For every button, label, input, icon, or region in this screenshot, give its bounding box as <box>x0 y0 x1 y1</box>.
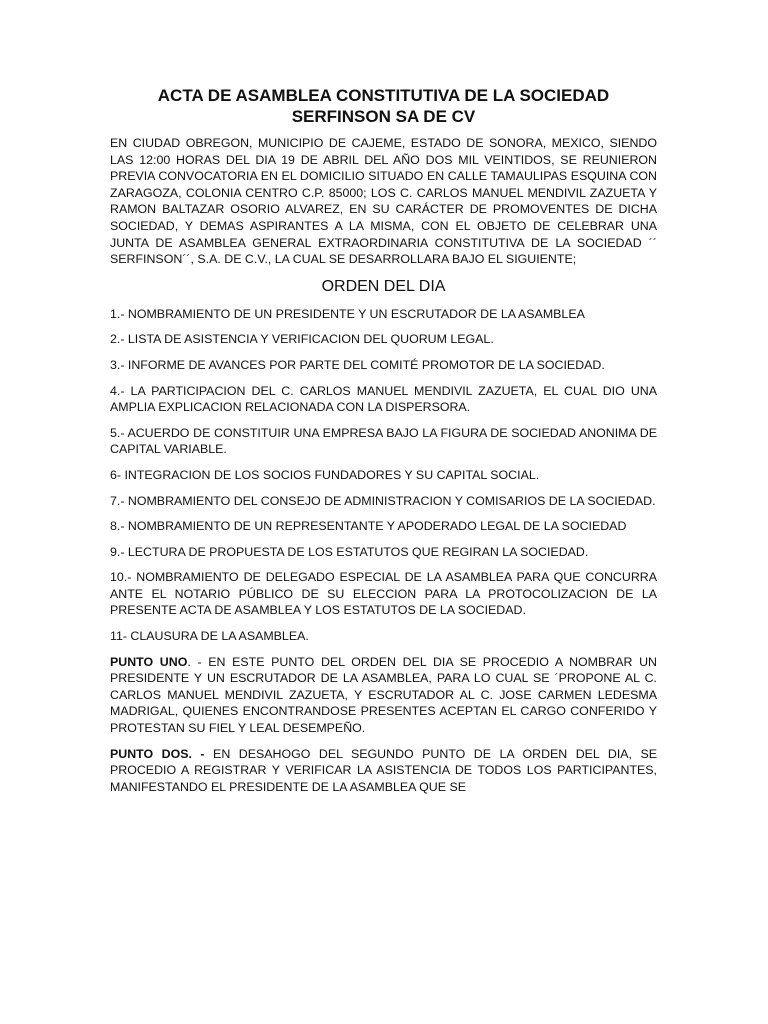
agenda-item-3: 3.- INFORME DE AVANCES POR PARTE DEL COMITÉ PROMOTOR DE LA SOCIEDAD. <box>110 357 605 372</box>
agenda-item-6: 6- INTEGRACION DE LOS SOCIOS FUNDADORES Y SU CAPITAL SOCIAL. <box>110 467 540 482</box>
agenda-item-4: 4.- LA PARTICIPACION DEL C. CARLOS MANUEL MENDIVIL ZAZUETA, EL CUAL DIO UNA AMPLIA EXPLICACION RELACIONADA CON LA DISPERSORA. <box>110 383 657 415</box>
agenda-item-11: 11- CLAUSURA DE LA ASAMBLEA. <box>110 629 309 644</box>
punto-dos-paragraph <box>110 746 657 796</box>
title-line-2: SERFINSON SA DE CV <box>291 106 476 126</box>
punto-uno-text: . - EN ESTE PUNTO DEL ORDEN DEL DIA SE PROCEDIO A NOMBRAR UN PRESIDENTE Y UN ESCRUTADOR DE LA ASAMBLEA, PARA LO CUAL SE ´PROPONE AL C. CARLOS MANUEL MENDIVIL ZAZUETA, Y ESCRUTADOR AL C. JOSE CARMEN LEDESMA MADRIGAL, QUIENES ENCONTRANDOSE PRESENTES ACEPTAN EL CARGO CONFERIDO Y PROTESTAN SU FIEL Y LEAL DESEMPEÑO. <box>110 654 657 736</box>
agenda-item-8: 8.- NOMBRAMIENTO DE UN REPRESENTANTE Y APODERADO LEGAL DE LA SOCIEDAD <box>110 519 627 534</box>
agenda-item-9: 9.- LECTURA DE PROPUESTA DE LOS ESTATUTOS QUE REGIRAN LA SOCIEDAD. <box>110 544 589 559</box>
agenda-item-2: 2.- LISTA DE ASISTENCIA Y VERIFICACION DEL QUORUM LEGAL. <box>110 332 494 347</box>
punto-uno-paragraph <box>110 654 657 737</box>
agenda-item-10: 10.- NOMBRAMIENTO DE DELEGADO ESPECIAL DE LA ASAMBLEA PARA QUE CONCURRA ANTE EL NOTARIO PÚBLICO DE SU ELECCION PARA LA PROTOCOLIZACION DE LA PRESENTE ACTA DE ASAMBLEA Y LOS ESTATUTOS DE LA SOCIEDAD. <box>110 570 657 618</box>
agenda-item-5: 5.- ACUERDO DE CONSTITUIR UNA EMPRESA BAJO LA FIGURA DE SOCIEDAD ANONIMA DE CAPITAL VARIABLE. <box>110 425 657 457</box>
intro-paragraph: EN CIUDAD OBREGON, MUNICIPIO DE CAJEME, ESTADO DE SONORA, MEXICO, SIENDO LAS 12:00 HORAS DEL DIA 19 DE ABRIL DEL AÑO DOS MIL VEINTIDOS, SE REUNIERON PREVIA CONVOCATORIA EN EL DOMICILIO SITUADO EN CALLE TAMAULIPAS ESQUINA CON ZARAGOZA, COLONIA CENTRO C.P. 85000; LOS C. CARLOS MANUEL MENDIVIL ZAZUETA Y RAMON BALTAZAR OSORIO ALVAREZ, EN SU CARÁCTER DE PROMOVENTES DE DICHA SOCIEDAD, Y DEMAS ASPIRANTES A LA MISMA, CON EL OBJETO DE CELEBRAR UNA JUNTA DE ASAMBLEA GENERAL EXTRAORDINARIA CONSTITUTIVA DE LA SOCIEDAD ´´ SERFINSON´´, S.A. DE C.V., LA CUAL SE DESARROLLARA BAJO EL SIGUIENTE; <box>110 136 657 267</box>
agenda-item-7: 7.- NOMBRAMIENTO DEL CONSEJO DE ADMINISTRACION Y COMISARIOS DE LA SOCIEDAD. <box>110 493 656 508</box>
agenda-item-1: 1.- NOMBRAMIENTO DE UN PRESIDENTE Y UN ESCRUTADOR DE LA ASAMBLEA <box>110 306 585 321</box>
agenda-heading: ORDEN DEL DIA <box>321 277 446 295</box>
punto-uno-label: PUNTO UNO <box>110 654 188 669</box>
punto-dos-label: PUNTO DOS. - <box>110 746 205 761</box>
document-title <box>110 86 657 127</box>
document-page <box>110 86 657 804</box>
title-line-1: ACTA DE ASAMBLEA CONSTITUTIVA DE LA SOCIEDAD <box>157 86 610 105</box>
punto-dos-text: EN DESAHOGO DEL SEGUNDO PUNTO DE LA ORDEN DEL DIA, SE PROCEDIO A REGISTRAR Y VERIFICAR LA ASISTENCIA DE TODOS LOS PARTICIPANTES, MANIFESTANDO EL PRESIDENTE DE LA ASAMBLEA QUE SE <box>110 746 657 794</box>
